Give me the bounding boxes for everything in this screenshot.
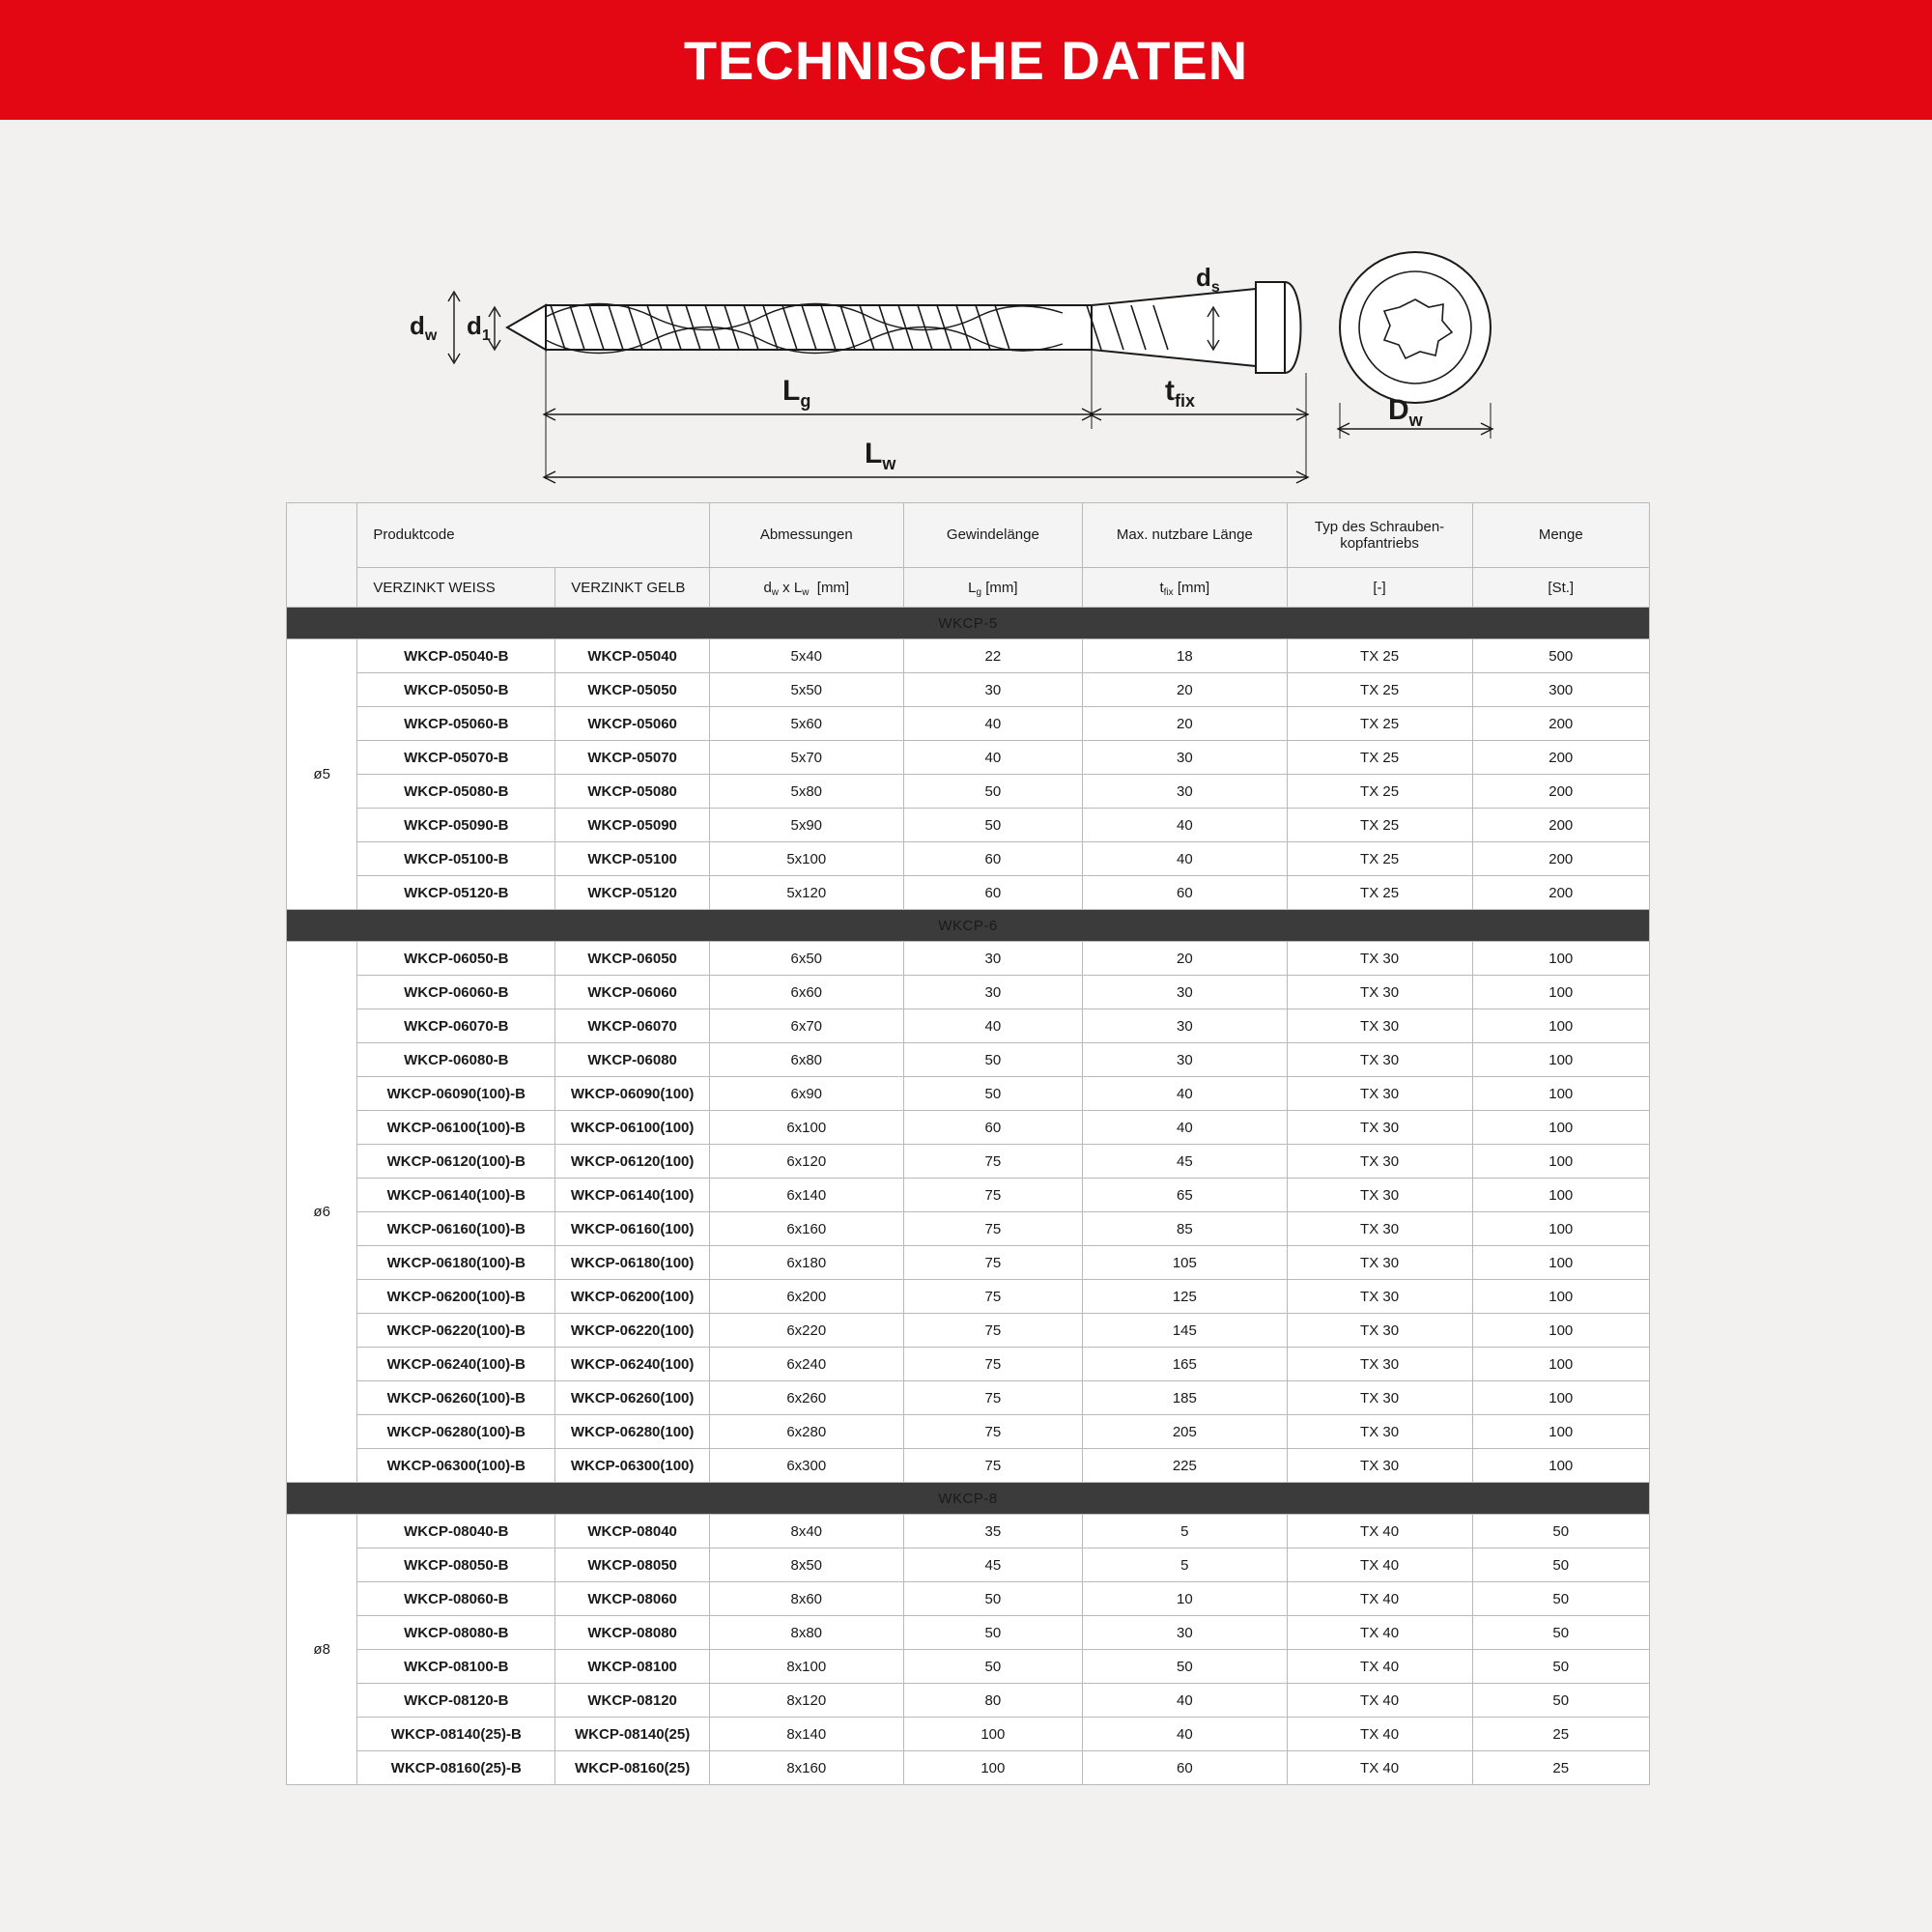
cell-verzinkt-weiss: WKCP-05100-B	[357, 842, 555, 876]
cell-menge: 100	[1472, 1179, 1649, 1212]
cell-gewindelaenge: 50	[903, 1077, 1083, 1111]
page-header-banner	[0, 0, 1932, 120]
cell-abmessungen: 5x60	[709, 707, 903, 741]
cell-abmessungen: 8x80	[709, 1616, 903, 1650]
cell-menge: 25	[1472, 1718, 1649, 1751]
cell-abmessungen: 6x90	[709, 1077, 903, 1111]
cell-antrieb: TX 25	[1287, 707, 1472, 741]
cell-max-nutzbare-laenge: 145	[1083, 1314, 1287, 1348]
cell-verzinkt-gelb: WKCP-08060	[555, 1582, 710, 1616]
cell-verzinkt-weiss: WKCP-05050-B	[357, 673, 555, 707]
cell-abmessungen: 8x60	[709, 1582, 903, 1616]
cell-abmessungen: 8x100	[709, 1650, 903, 1684]
cell-abmessungen: 6x280	[709, 1415, 903, 1449]
screw-drawing-svg	[0, 120, 1932, 487]
cell-antrieb: TX 30	[1287, 1348, 1472, 1381]
diameter-group-label: ø8	[287, 1515, 357, 1785]
cell-verzinkt-gelb: WKCP-06070	[555, 1009, 710, 1043]
cell-verzinkt-gelb: WKCP-06090(100)	[555, 1077, 710, 1111]
header-unit-tfix: $t_{fix}$ [mm]	[1083, 568, 1287, 608]
cell-max-nutzbare-laenge: 165	[1083, 1348, 1287, 1381]
cell-max-nutzbare-laenge: 225	[1083, 1449, 1287, 1483]
cell-verzinkt-weiss: WKCP-06070-B	[357, 1009, 555, 1043]
cell-abmessungen: 6x160	[709, 1212, 903, 1246]
cell-antrieb: TX 30	[1287, 1179, 1472, 1212]
cell-max-nutzbare-laenge: 20	[1083, 942, 1287, 976]
cell-max-nutzbare-laenge: 60	[1083, 876, 1287, 910]
table-row	[287, 942, 1650, 976]
header-unit-menge: [St.]	[1472, 568, 1649, 608]
cell-abmessungen: 6x70	[709, 1009, 903, 1043]
cell-verzinkt-gelb: WKCP-06280(100)	[555, 1415, 710, 1449]
specification-table-wrapper	[286, 502, 1650, 1785]
cell-gewindelaenge: 75	[903, 1145, 1083, 1179]
cell-verzinkt-gelb: WKCP-05080	[555, 775, 710, 809]
cell-antrieb: TX 25	[1287, 876, 1472, 910]
cell-gewindelaenge: 50	[903, 1616, 1083, 1650]
cell-max-nutzbare-laenge: 30	[1083, 976, 1287, 1009]
cell-menge: 100	[1472, 1246, 1649, 1280]
cell-antrieb: TX 30	[1287, 1111, 1472, 1145]
cell-antrieb: TX 25	[1287, 673, 1472, 707]
cell-menge: 100	[1472, 1381, 1649, 1415]
cell-verzinkt-gelb: WKCP-08100	[555, 1650, 710, 1684]
cell-abmessungen: 8x160	[709, 1751, 903, 1785]
table-body	[287, 608, 1650, 1785]
cell-max-nutzbare-laenge: 18	[1083, 639, 1287, 673]
cell-max-nutzbare-laenge: 185	[1083, 1381, 1287, 1415]
cell-max-nutzbare-laenge: 20	[1083, 707, 1287, 741]
cell-max-nutzbare-laenge: 50	[1083, 1650, 1287, 1684]
header-corner-cell	[287, 503, 357, 608]
cell-abmessungen: 6x240	[709, 1348, 903, 1381]
cell-antrieb: TX 30	[1287, 942, 1472, 976]
cell-max-nutzbare-laenge: 105	[1083, 1246, 1287, 1280]
cell-verzinkt-gelb: WKCP-06120(100)	[555, 1145, 710, 1179]
header-max-nutzbare-laenge: Max. nutzbare Länge	[1083, 503, 1287, 568]
table-row	[287, 673, 1650, 707]
cell-max-nutzbare-laenge: 30	[1083, 741, 1287, 775]
cell-gewindelaenge: 75	[903, 1212, 1083, 1246]
cell-abmessungen: 5x70	[709, 741, 903, 775]
cell-abmessungen: 6x200	[709, 1280, 903, 1314]
table-row	[287, 1548, 1650, 1582]
cell-verzinkt-weiss: WKCP-08060-B	[357, 1582, 555, 1616]
cell-menge: 300	[1472, 673, 1649, 707]
label-ds: $d_s$	[1196, 263, 1220, 296]
cell-max-nutzbare-laenge: 85	[1083, 1212, 1287, 1246]
cell-menge: 500	[1472, 639, 1649, 673]
header-abmessungen: Abmessungen	[709, 503, 903, 568]
cell-max-nutzbare-laenge: 45	[1083, 1145, 1287, 1179]
cell-abmessungen: 5x100	[709, 842, 903, 876]
header-menge: Menge	[1472, 503, 1649, 568]
cell-verzinkt-weiss: WKCP-08140(25)-B	[357, 1718, 555, 1751]
table-row	[287, 1009, 1650, 1043]
cell-antrieb: TX 25	[1287, 842, 1472, 876]
header-unit-dw-lw: $d_w$ x $L_w$ [mm]	[709, 568, 903, 608]
cell-menge: 200	[1472, 741, 1649, 775]
cell-gewindelaenge: 60	[903, 876, 1083, 910]
cell-menge: 50	[1472, 1684, 1649, 1718]
cell-verzinkt-weiss: WKCP-05070-B	[357, 741, 555, 775]
cell-antrieb: TX 30	[1287, 1314, 1472, 1348]
cell-menge: 100	[1472, 1415, 1649, 1449]
cell-abmessungen: 6x300	[709, 1449, 903, 1483]
table-group-label: WKCP-6	[287, 910, 1650, 942]
cell-verzinkt-gelb: WKCP-05050	[555, 673, 710, 707]
cell-verzinkt-gelb: WKCP-08120	[555, 1684, 710, 1718]
cell-gewindelaenge: 30	[903, 942, 1083, 976]
cell-gewindelaenge: 100	[903, 1751, 1083, 1785]
cell-verzinkt-weiss: WKCP-06080-B	[357, 1043, 555, 1077]
label-lw: $L_w$	[865, 438, 896, 473]
cell-abmessungen: 6x140	[709, 1179, 903, 1212]
cell-antrieb: TX 40	[1287, 1650, 1472, 1684]
cell-abmessungen: 6x60	[709, 976, 903, 1009]
header-typ-schraubenkopfantriebs	[1287, 503, 1472, 568]
cell-verzinkt-gelb: WKCP-08140(25)	[555, 1718, 710, 1751]
cell-gewindelaenge: 45	[903, 1548, 1083, 1582]
table-group-row	[287, 608, 1650, 639]
table-group-row	[287, 1483, 1650, 1515]
table-group-row	[287, 910, 1650, 942]
cell-antrieb: TX 30	[1287, 1043, 1472, 1077]
header-produktcode: Produktcode	[357, 503, 710, 568]
cell-menge: 50	[1472, 1548, 1649, 1582]
table-row	[287, 707, 1650, 741]
cell-verzinkt-weiss: WKCP-08080-B	[357, 1616, 555, 1650]
cell-menge: 50	[1472, 1515, 1649, 1548]
label-lg: $L_g$	[782, 375, 811, 411]
cell-verzinkt-gelb: WKCP-08160(25)	[555, 1751, 710, 1785]
cell-verzinkt-gelb: WKCP-06260(100)	[555, 1381, 710, 1415]
table-group-label: WKCP-8	[287, 1483, 1650, 1515]
cell-verzinkt-gelb: WKCP-05120	[555, 876, 710, 910]
cell-antrieb: TX 30	[1287, 1246, 1472, 1280]
cell-antrieb: TX 25	[1287, 775, 1472, 809]
table-row	[287, 1650, 1650, 1684]
header-verzinkt-gelb: VERZINKT GELB	[555, 568, 710, 608]
cell-max-nutzbare-laenge: 30	[1083, 1043, 1287, 1077]
header-unit-antrieb: [-]	[1287, 568, 1472, 608]
cell-abmessungen: 6x180	[709, 1246, 903, 1280]
cell-gewindelaenge: 50	[903, 1650, 1083, 1684]
table-row	[287, 1684, 1650, 1718]
table-row	[287, 1077, 1650, 1111]
cell-menge: 100	[1472, 976, 1649, 1009]
table-row	[287, 1043, 1650, 1077]
cell-antrieb: TX 40	[1287, 1616, 1472, 1650]
cell-verzinkt-weiss: WKCP-06060-B	[357, 976, 555, 1009]
cell-antrieb: TX 40	[1287, 1684, 1472, 1718]
cell-max-nutzbare-laenge: 10	[1083, 1582, 1287, 1616]
cell-abmessungen: 6x120	[709, 1145, 903, 1179]
cell-abmessungen: 6x50	[709, 942, 903, 976]
table-row	[287, 1314, 1650, 1348]
header-verzinkt-weiss: VERZINKT WEISS	[357, 568, 555, 608]
cell-verzinkt-weiss: WKCP-05120-B	[357, 876, 555, 910]
cell-menge: 25	[1472, 1751, 1649, 1785]
cell-antrieb: TX 30	[1287, 1381, 1472, 1415]
cell-verzinkt-weiss: WKCP-06240(100)-B	[357, 1348, 555, 1381]
cell-gewindelaenge: 75	[903, 1415, 1083, 1449]
cell-abmessungen: 6x260	[709, 1381, 903, 1415]
cell-antrieb: TX 25	[1287, 809, 1472, 842]
cell-max-nutzbare-laenge: 40	[1083, 842, 1287, 876]
table-row	[287, 809, 1650, 842]
cell-antrieb: TX 30	[1287, 1212, 1472, 1246]
cell-verzinkt-weiss: WKCP-08050-B	[357, 1548, 555, 1582]
cell-menge: 100	[1472, 1145, 1649, 1179]
cell-antrieb: TX 40	[1287, 1751, 1472, 1785]
cell-verzinkt-gelb: WKCP-05070	[555, 741, 710, 775]
cell-verzinkt-gelb: WKCP-06240(100)	[555, 1348, 710, 1381]
cell-verzinkt-weiss: WKCP-06160(100)-B	[357, 1212, 555, 1246]
cell-gewindelaenge: 30	[903, 673, 1083, 707]
cell-gewindelaenge: 75	[903, 1314, 1083, 1348]
cell-verzinkt-gelb: WKCP-05040	[555, 639, 710, 673]
cell-verzinkt-gelb: WKCP-06060	[555, 976, 710, 1009]
table-row	[287, 1246, 1650, 1280]
table-row	[287, 876, 1650, 910]
cell-menge: 100	[1472, 1111, 1649, 1145]
cell-max-nutzbare-laenge: 40	[1083, 809, 1287, 842]
table-row	[287, 1212, 1650, 1246]
cell-menge: 200	[1472, 707, 1649, 741]
specification-table	[286, 502, 1650, 1785]
cell-verzinkt-gelb: WKCP-05090	[555, 809, 710, 842]
cell-max-nutzbare-laenge: 30	[1083, 775, 1287, 809]
cell-verzinkt-weiss: WKCP-06050-B	[357, 942, 555, 976]
header-typ-line2: kopfantriebs	[1340, 535, 1419, 552]
cell-menge: 50	[1472, 1650, 1649, 1684]
cell-max-nutzbare-laenge: 5	[1083, 1548, 1287, 1582]
cell-verzinkt-weiss: WKCP-06300(100)-B	[357, 1449, 555, 1483]
cell-gewindelaenge: 75	[903, 1246, 1083, 1280]
cell-antrieb: TX 30	[1287, 976, 1472, 1009]
cell-gewindelaenge: 50	[903, 775, 1083, 809]
cell-abmessungen: 8x140	[709, 1718, 903, 1751]
page-title: TECHNISCHE DATEN	[683, 29, 1249, 91]
cell-abmessungen: 8x50	[709, 1548, 903, 1582]
cell-abmessungen: 5x90	[709, 809, 903, 842]
table-row	[287, 1348, 1650, 1381]
cell-verzinkt-weiss: WKCP-05060-B	[357, 707, 555, 741]
cell-max-nutzbare-laenge: 60	[1083, 1751, 1287, 1785]
table-row	[287, 1381, 1650, 1415]
cell-menge: 100	[1472, 1009, 1649, 1043]
cell-antrieb: TX 40	[1287, 1718, 1472, 1751]
cell-antrieb: TX 25	[1287, 741, 1472, 775]
cell-verzinkt-weiss: WKCP-06120(100)-B	[357, 1145, 555, 1179]
table-group-label: WKCP-5	[287, 608, 1650, 639]
cell-antrieb: TX 30	[1287, 1415, 1472, 1449]
cell-verzinkt-weiss: WKCP-08100-B	[357, 1650, 555, 1684]
table-row	[287, 1449, 1650, 1483]
cell-menge: 200	[1472, 842, 1649, 876]
cell-verzinkt-weiss: WKCP-06200(100)-B	[357, 1280, 555, 1314]
cell-verzinkt-weiss: WKCP-05040-B	[357, 639, 555, 673]
cell-gewindelaenge: 80	[903, 1684, 1083, 1718]
cell-verzinkt-weiss: WKCP-06090(100)-B	[357, 1077, 555, 1111]
table-row	[287, 842, 1650, 876]
cell-abmessungen: 8x40	[709, 1515, 903, 1548]
cell-menge: 100	[1472, 1077, 1649, 1111]
diameter-group-label: ø5	[287, 639, 357, 910]
cell-gewindelaenge: 35	[903, 1515, 1083, 1548]
cell-max-nutzbare-laenge: 40	[1083, 1111, 1287, 1145]
table-row	[287, 976, 1650, 1009]
cell-menge: 100	[1472, 1280, 1649, 1314]
cell-max-nutzbare-laenge: 5	[1083, 1515, 1287, 1548]
cell-gewindelaenge: 50	[903, 1043, 1083, 1077]
table-header-row-2	[287, 568, 1650, 608]
cell-menge: 100	[1472, 1449, 1649, 1483]
cell-verzinkt-weiss: WKCP-05090-B	[357, 809, 555, 842]
cell-verzinkt-gelb: WKCP-06140(100)	[555, 1179, 710, 1212]
cell-gewindelaenge: 60	[903, 842, 1083, 876]
cell-menge: 200	[1472, 809, 1649, 842]
table-row	[287, 1751, 1650, 1785]
cell-verzinkt-gelb: WKCP-06180(100)	[555, 1246, 710, 1280]
cell-max-nutzbare-laenge: 65	[1083, 1179, 1287, 1212]
cell-antrieb: TX 40	[1287, 1582, 1472, 1616]
cell-gewindelaenge: 75	[903, 1280, 1083, 1314]
cell-menge: 50	[1472, 1582, 1649, 1616]
cell-verzinkt-gelb: WKCP-06200(100)	[555, 1280, 710, 1314]
cell-verzinkt-gelb: WKCP-06220(100)	[555, 1314, 710, 1348]
cell-menge: 200	[1472, 775, 1649, 809]
cell-antrieb: TX 30	[1287, 1449, 1472, 1483]
cell-gewindelaenge: 50	[903, 809, 1083, 842]
cell-menge: 50	[1472, 1616, 1649, 1650]
cell-verzinkt-weiss: WKCP-06280(100)-B	[357, 1415, 555, 1449]
cell-gewindelaenge: 75	[903, 1449, 1083, 1483]
cell-menge: 100	[1472, 942, 1649, 976]
cell-gewindelaenge: 75	[903, 1179, 1083, 1212]
cell-antrieb: TX 40	[1287, 1515, 1472, 1548]
cell-menge: 100	[1472, 1212, 1649, 1246]
cell-verzinkt-weiss: WKCP-06220(100)-B	[357, 1314, 555, 1348]
cell-antrieb: TX 30	[1287, 1009, 1472, 1043]
header-unit-lg: $L_g$ [mm]	[903, 568, 1083, 608]
cell-gewindelaenge: 60	[903, 1111, 1083, 1145]
cell-abmessungen: 5x40	[709, 639, 903, 673]
cell-verzinkt-weiss: WKCP-08040-B	[357, 1515, 555, 1548]
table-row	[287, 741, 1650, 775]
table-row	[287, 1415, 1650, 1449]
diameter-group-label: ø6	[287, 942, 357, 1483]
cell-verzinkt-gelb: WKCP-05060	[555, 707, 710, 741]
cell-abmessungen: 5x50	[709, 673, 903, 707]
cell-abmessungen: 5x120	[709, 876, 903, 910]
cell-verzinkt-gelb: WKCP-05100	[555, 842, 710, 876]
cell-menge: 200	[1472, 876, 1649, 910]
cell-max-nutzbare-laenge: 40	[1083, 1718, 1287, 1751]
cell-max-nutzbare-laenge: 205	[1083, 1415, 1287, 1449]
cell-gewindelaenge: 40	[903, 1009, 1083, 1043]
table-row	[287, 1280, 1650, 1314]
cell-menge: 100	[1472, 1348, 1649, 1381]
table-row	[287, 1179, 1650, 1212]
table-row	[287, 1718, 1650, 1751]
table-row	[287, 1515, 1650, 1548]
cell-verzinkt-gelb: WKCP-06080	[555, 1043, 710, 1077]
label-dw-top: $D_w$	[1388, 394, 1423, 430]
cell-menge: 100	[1472, 1314, 1649, 1348]
cell-gewindelaenge: 22	[903, 639, 1083, 673]
cell-max-nutzbare-laenge: 40	[1083, 1684, 1287, 1718]
cell-abmessungen: 5x80	[709, 775, 903, 809]
cell-antrieb: TX 30	[1287, 1145, 1472, 1179]
cell-verzinkt-weiss: WKCP-06260(100)-B	[357, 1381, 555, 1415]
cell-abmessungen: 8x120	[709, 1684, 903, 1718]
label-tfix: $t_{fix}$	[1165, 375, 1196, 411]
cell-abmessungen: 6x80	[709, 1043, 903, 1077]
header-gewindelaenge: Gewindelänge	[903, 503, 1083, 568]
table-row	[287, 639, 1650, 673]
table-header-row-1	[287, 503, 1650, 568]
cell-menge: 100	[1472, 1043, 1649, 1077]
cell-verzinkt-weiss: WKCP-06180(100)-B	[357, 1246, 555, 1280]
header-typ-line1: Typ des Schrauben-	[1314, 518, 1445, 535]
cell-gewindelaenge: 40	[903, 707, 1083, 741]
table-row	[287, 775, 1650, 809]
cell-antrieb: TX 25	[1287, 639, 1472, 673]
cell-max-nutzbare-laenge: 30	[1083, 1009, 1287, 1043]
cell-abmessungen: 6x100	[709, 1111, 903, 1145]
cell-verzinkt-weiss: WKCP-08120-B	[357, 1684, 555, 1718]
cell-verzinkt-weiss: WKCP-08160(25)-B	[357, 1751, 555, 1785]
cell-verzinkt-gelb: WKCP-06160(100)	[555, 1212, 710, 1246]
table-row	[287, 1582, 1650, 1616]
cell-verzinkt-weiss: WKCP-05080-B	[357, 775, 555, 809]
cell-max-nutzbare-laenge: 20	[1083, 673, 1287, 707]
table-row	[287, 1616, 1650, 1650]
table-row	[287, 1145, 1650, 1179]
label-dw: $d_w$	[410, 311, 438, 344]
table-row	[287, 1111, 1650, 1145]
cell-verzinkt-gelb: WKCP-06050	[555, 942, 710, 976]
cell-max-nutzbare-laenge: 40	[1083, 1077, 1287, 1111]
cell-verzinkt-gelb: WKCP-08040	[555, 1515, 710, 1548]
screw-technical-drawing	[0, 120, 1932, 487]
cell-verzinkt-gelb: WKCP-06100(100)	[555, 1111, 710, 1145]
cell-gewindelaenge: 75	[903, 1381, 1083, 1415]
cell-verzinkt-gelb: WKCP-08050	[555, 1548, 710, 1582]
cell-max-nutzbare-laenge: 30	[1083, 1616, 1287, 1650]
cell-abmessungen: 6x220	[709, 1314, 903, 1348]
cell-antrieb: TX 40	[1287, 1548, 1472, 1582]
cell-gewindelaenge: 30	[903, 976, 1083, 1009]
cell-verzinkt-gelb: WKCP-08080	[555, 1616, 710, 1650]
cell-verzinkt-weiss: WKCP-06100(100)-B	[357, 1111, 555, 1145]
cell-gewindelaenge: 50	[903, 1582, 1083, 1616]
label-d1: $d_1$	[467, 311, 491, 344]
cell-antrieb: TX 30	[1287, 1280, 1472, 1314]
cell-verzinkt-weiss: WKCP-06140(100)-B	[357, 1179, 555, 1212]
cell-max-nutzbare-laenge: 125	[1083, 1280, 1287, 1314]
cell-verzinkt-gelb: WKCP-06300(100)	[555, 1449, 710, 1483]
cell-gewindelaenge: 75	[903, 1348, 1083, 1381]
cell-gewindelaenge: 40	[903, 741, 1083, 775]
cell-gewindelaenge: 100	[903, 1718, 1083, 1751]
cell-antrieb: TX 30	[1287, 1077, 1472, 1111]
